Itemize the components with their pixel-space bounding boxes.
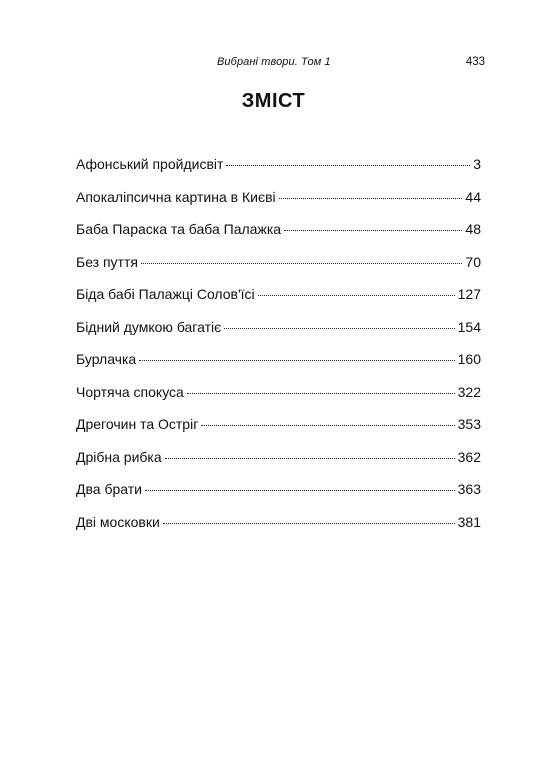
toc-entry[interactable] <box>76 449 481 482</box>
toc-entry-page: 44 <box>465 188 481 205</box>
dot-leader <box>279 198 463 199</box>
toc-entry[interactable] <box>76 481 481 514</box>
toc-entry-page: 48 <box>465 221 481 237</box>
toc-entry-page: 70 <box>465 253 481 270</box>
page-title: ЗМІСТ <box>241 90 306 112</box>
toc-entry-page: 363 <box>457 481 481 497</box>
toc-entry-title: Афонський пройдисвіт <box>76 156 224 172</box>
toc-entry[interactable] <box>76 286 481 319</box>
toc-entry-page: 353 <box>457 416 481 432</box>
toc-entry-title: Дрібна рибка <box>76 448 162 465</box>
toc-entry[interactable] <box>76 416 481 449</box>
toc-entry-title: Бідний думкою багатіє <box>76 318 222 335</box>
dot-leader <box>258 295 455 296</box>
toc-entry[interactable] <box>76 384 481 417</box>
toc-entry[interactable] <box>76 514 481 547</box>
dot-leader <box>165 458 455 459</box>
toc-entry[interactable] <box>76 319 481 352</box>
dot-leader <box>284 230 462 231</box>
toc-entry[interactable] <box>76 189 481 222</box>
toc-entry-page: 160 <box>457 351 481 367</box>
toc-entry-title: Без пуття <box>76 253 138 270</box>
running-title: Вибрані твори. Том 1 <box>217 56 331 68</box>
toc-entry-page: 381 <box>457 513 481 530</box>
dot-leader <box>187 393 455 394</box>
toc-entry-title: Чортяча спокуса <box>76 383 184 400</box>
dot-leader <box>201 425 454 426</box>
dot-leader <box>163 523 455 524</box>
dot-leader <box>141 263 462 264</box>
toc-entry-page: 3 <box>473 156 481 172</box>
toc-entry-title: Бурлачка <box>76 351 137 367</box>
toc-entry-title: Баба Параска та баба Палажка <box>76 221 282 237</box>
dot-leader <box>145 490 455 491</box>
toc-entry-page: 362 <box>457 448 481 465</box>
toc-entry-page: 154 <box>457 318 481 335</box>
table-of-contents <box>76 156 481 546</box>
toc-entry-title: Дві московки <box>76 513 160 530</box>
toc-entry-title: Біда бабі Палажці Солов'їсі <box>76 286 255 302</box>
dot-leader <box>226 165 470 166</box>
toc-entry[interactable] <box>76 156 481 189</box>
dot-leader <box>224 328 454 329</box>
toc-entry[interactable] <box>76 254 481 287</box>
page-number: 433 <box>465 56 485 68</box>
toc-entry-page: 127 <box>457 286 481 302</box>
toc-entry-page: 322 <box>457 383 481 400</box>
dot-leader <box>139 360 454 361</box>
toc-entry[interactable] <box>76 221 481 254</box>
toc-entry-title: Два брати <box>76 481 142 497</box>
toc-entry-title: Дрегочин та Остріг <box>76 416 199 432</box>
toc-entry[interactable] <box>76 351 481 384</box>
toc-entry-title: Апокаліпсична картина в Києві <box>76 188 276 205</box>
page-header <box>0 56 547 72</box>
